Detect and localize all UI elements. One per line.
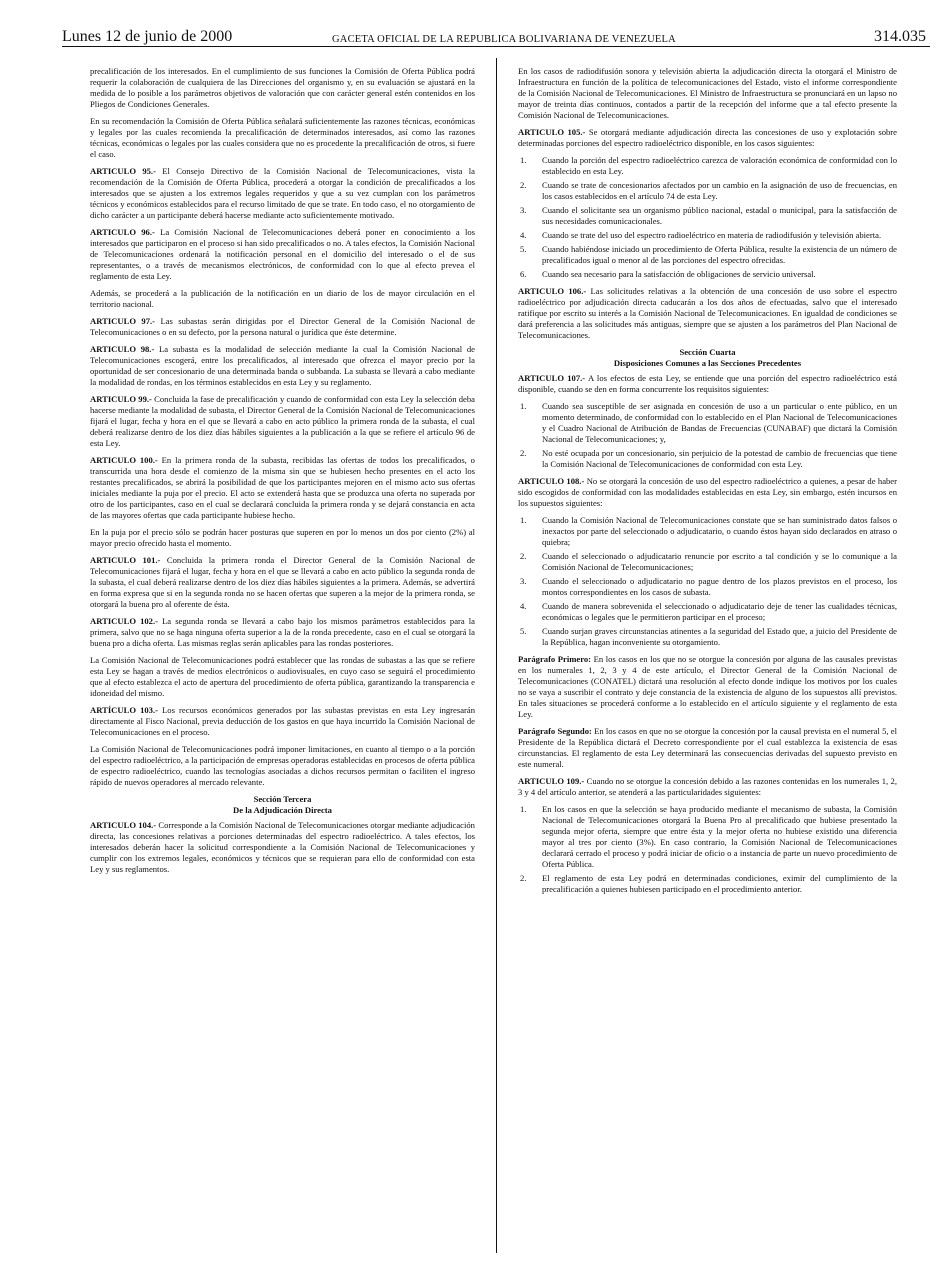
page-header	[62, 22, 926, 48]
list-item	[518, 230, 897, 241]
list-item-number: 3.	[520, 205, 527, 215]
article-heading: ARTICULO 102.-	[90, 616, 158, 626]
list-item-number: 2.	[520, 180, 527, 190]
list-item	[518, 804, 897, 870]
article-heading: ARTICULO 106.-	[518, 286, 587, 296]
list-item-number: 3.	[520, 576, 527, 586]
list-item-text: Cuando sea necesario para la satisfacción de obligaciones de servicio universal.	[542, 269, 816, 279]
article-100	[90, 455, 475, 521]
paragraph: En su recomendación la Comisión de Oferta Pública señalará suficientemente las razones técnicas, económicas y legales por las cuales recomienda la precalificación de determinados interesados, así como las razones técnicas, económicas o legales por las cuales considera que no es procedente la precalificación de otros, si fuere el caso.	[90, 116, 475, 159]
article-heading: ARTICULO 100.-	[90, 455, 158, 465]
article-107-list	[518, 401, 897, 470]
list-item-number: 1.	[520, 515, 527, 525]
paragraph: En los casos de radiodifusión sonora y televisión abierta la adjudicación directa la otorgará el Ministro de Infraestructura en función de la política de telecomunicaciones del Estado, visto el informe correspondiente de la Comisión Nacional de Telecomunicaciones. El Ministro de Infraestructura se pronunciará en un lapso no mayor de treinta días continuos, contados a partir de la recepción del informe que a tal efecto presente la Comisión Nacional de Telecomunicaciones.	[518, 66, 897, 120]
article-text: Corresponde a la Comisión Nacional de Telecomunicaciones otorgar mediante adjudicación directa, las concesiones relativas a porciones determinadas del espectro radioeléctrico. A tales efectos, los interesados deberán hacer la solicitud correspondiente a la Comisión Nacional de Telecomunicaciones y cumplir con los extremos legales, económicos y técnicos que se requieran para ello de conformidad con esta Ley y sus reglamentos.	[90, 820, 475, 874]
article-heading: ARTICULO 99.-	[90, 394, 152, 404]
list-item	[518, 269, 897, 280]
list-item-number: 1.	[520, 155, 527, 165]
article-heading: ARTICULO 104.-	[90, 820, 157, 830]
list-item	[518, 601, 897, 623]
section-subtitle: De la Adjudicación Directa	[233, 805, 332, 815]
article-text: El Consejo Directivo de la Comisión Nacional de Telecomunicaciones, vista la recomendación de la Comisión de Oferta Pública, procederá a otorgar la condición de precalificados a los interesados que se ajusten a los extremos legales requeridos y que a su vez cumplan con los parámetros técnicos y económicos establecidos para el recurso limitado de que se trate. En todo caso, el no otorgamiento de dicho carácter a un participante deberá hacerse mediante acto suficientemente motivado.	[90, 166, 476, 220]
list-item-text: Cuando sea susceptible de ser asignada en concesión de uso a un particular o ente público, en un momento determinado, de conformidad con lo establecido en el Plan Nacional de Telecomunicaciones y el Cuadro Nacional de Atribución de Bandas de Frecuencias (CUNABAF) que dictará la Comisión Nacional de Telecomunicaciones; y,	[542, 401, 897, 444]
article-text: A los efectos de esta Ley, se entiende que una porción del espectro radioeléctrico está disponible, cuando se den en forma concurrente los requisitos siguientes:	[518, 373, 897, 394]
article-106	[518, 286, 897, 341]
article-96	[90, 227, 475, 282]
article-text: En la primera ronda de la subasta, recibidas las ofertas de todos los precalificados, o transcurrida una hora desde el comienzo de la misma sin que se hubiesen hecho presentes en el acto los restantes precalificados, se abrirá la posibilidad de que los participantes mejoren en el mismo acto sus ofertas iniciales mediante la puja por el precio. El acto se extenderá hasta que se produzca una oferta no superada por otro de los participantes, caso en el cual se declarará concluida la primera ronda y se dejará constancia en acta de las mayores ofertas que cada participante hubiese hecho.	[90, 455, 475, 520]
article-heading: ARTICULO 108.-	[518, 476, 585, 486]
list-item	[518, 515, 897, 548]
paragrafo-heading: Parágrafo Segundo:	[518, 726, 592, 736]
article-text: No se otorgará la concesión de uso del espectro radioeléctrico a quienes, a pesar de haber sido escogidos de conformidad con las modalidades establecidas en esta Ley, sin embargo, estén incursos en los supuestos siguientes:	[518, 476, 897, 508]
article-109	[518, 776, 897, 798]
section-title: Sección Tercera	[253, 794, 312, 804]
list-item-text: Cuando de manera sobrevenida el seleccionado o adjudicatario deje de tener las cualidades técnicas, económicas o legales que le permitieron participar en el proceso;	[542, 601, 897, 622]
list-item-text: Cuando habiéndose iniciado un procedimiento de Oferta Pública, resulte la existencia de un número de precalificados igual o menor al de las porciones del espectro ofrecidas.	[542, 244, 897, 265]
list-item-text: Cuando la porción del espectro radioeléctrico carezca de valoración económica de conformidad con lo establecido en esta Ley.	[542, 155, 897, 176]
list-item-number: 1.	[520, 804, 527, 814]
article-101	[90, 555, 475, 610]
article-text: Concluida la fase de precalificación y cuando de conformidad con esta Ley la selección deba hacerse mediante la modalidad de subasta, el Director General de la Comisión Nacional de Telecomunicaciones fijará el lugar, fecha y hora en el que se llevará a cabo en acto público la primera ronda de la subasta, el cual deberá realizarse dentro de los diez días hábiles siguientes a la publicación a la que se refiere el artículo 96 de esta Ley.	[90, 394, 475, 448]
right-column	[518, 66, 897, 901]
list-item-text: Cuando se trate de concesionarios afectados por un cambio en la asignación de uso de frecuencias, en los casos establecidos en el artículo 74 de esta Ley.	[542, 180, 897, 201]
article-text: Cuando no se otorgue la concesión debido a las razones contenidas en los numerales 1, 2, 3 y 4 del artículo anterior, se atenderá a las particularidades siguientes:	[518, 776, 897, 797]
paragrafo-primero	[518, 654, 897, 720]
article-107	[518, 373, 897, 395]
list-item-number: 1.	[520, 401, 527, 411]
list-item-text: Cuando el seleccionado o adjudicatario no pague dentro de los plazos previstos en el proceso, los montos correspondientes en los casos de subasta.	[542, 576, 897, 597]
list-item-text: Cuando el seleccionado o adjudicatario renuncie por escrito a tal condición y se lo comunique a la Comisión Nacional de Telecomunicaciones;	[542, 551, 897, 572]
article-103	[90, 705, 475, 738]
article-heading: ARTICULO 101.-	[90, 555, 161, 565]
column-divider	[496, 58, 497, 1253]
paragraph: precalificación de los interesados. En el cumplimiento de sus funciones la Comisión de Oferta Pública podrá requerir la colaboración de cualquiera de las Direcciones del organismo y, en su evaluación se ajustará en la medida de lo posible a los parámetros objetivos de valoración que con carácter general estén contenidos en los Pliegos de Condiciones Generales.	[90, 66, 475, 109]
paragrafo-text: En los casos en que no se otorgue la concesión por la causal prevista en el numeral 5, el Presidente de la República dictará el Decreto correspondiente por el cual establezca la existencia de esas circunstancias. El reglamento de esta Ley determinará las consecuencias derivadas del supuesto previsto en este numeral.	[518, 726, 897, 769]
list-item-number: 5.	[520, 244, 527, 254]
list-item-text: Cuando surjan graves circunstancias atinentes a la seguridad del Estado que, a juicio del Presidente de la República, hagan inconveniente su otorgamiento.	[542, 626, 897, 647]
article-heading: ARTICULO 96.-	[90, 227, 155, 237]
list-item	[518, 551, 897, 573]
list-item	[518, 180, 897, 202]
article-text: Los recursos económicos generados por las subastas previstas en esta Ley ingresarán directamente al Fisco Nacional, previa deducción de los gastos en que haya incurrido la Comisión Nacional de Telecomunicaciones en el proceso.	[90, 705, 475, 737]
paragraph: Además, se procederá a la publicación de la notificación en un diario de los de mayor circulación en el territorio nacional.	[90, 288, 475, 309]
list-item-number: 4.	[520, 601, 527, 611]
article-99	[90, 394, 475, 449]
list-item	[518, 873, 897, 895]
list-item-text: En los casos en que la selección se haya producido mediante el mecanismo de subasta, la Comisión Nacional de Telecomunicaciones otorgará la Buena Pro al precalificado que hubiese presentado la segunda mejor oferta, siempre que entre ésta y la mejor oferta no hubiese existido una diferencia mayor al tres por ciento (3%). En caso contrario, la Comisión Nacional de Telecomunicaciones declarará cerrado el proceso y podrá iniciar de oficio o a instancia de parte un nuevo procedimiento de Oferta Pública.	[542, 804, 897, 869]
list-item	[518, 205, 897, 227]
article-102	[90, 616, 475, 649]
paragraph: La Comisión Nacional de Telecomunicaciones podrá imponer limitaciones, en cuanto al tiempo o a la porción del espectro radioeléctrico, a la participación de empresas operadoras establecidas en procesos de oferta pública de espectro radioeléctrico, cuando las tecnologías asociadas a dichos recursos permitan o faciliten el ingreso rápido de nuevos operadores al mercado relevante.	[90, 744, 475, 787]
article-108	[518, 476, 897, 509]
list-item-number: 2.	[520, 873, 527, 883]
gazette-title: GACETA OFICIAL DE LA REPUBLICA BOLIVARIANA DE VENEZUELA	[332, 34, 676, 45]
article-text: Concluida la primera ronda el Director General de la Comisión Nacional de Telecomunicaciones fijará el lugar, fecha y hora en el que se llevará a cabo en acto público la segunda ronda de la subasta, el cual deberá realizarse dentro de los diez días hábiles siguientes a la primera. Además, se advertirá en forma expresa que si en la segunda ronda no se hacen ofertas que superen a la mejor de la primera ronda, se otorgará la buena pro al oferente de ésta.	[90, 555, 475, 609]
article-heading: ARTICULO 107.-	[518, 373, 586, 383]
article-heading: ARTICULO 105.-	[518, 127, 586, 137]
article-heading: ARTÍCULO 103.-	[90, 705, 158, 715]
list-item-number: 6.	[520, 269, 527, 279]
list-item-text: El reglamento de esta Ley podrá en determinadas condiciones, eximir del cumplimiento de la precalificación a quienes hubiesen participado en el procedimiento anterior.	[542, 873, 897, 894]
article-text: Se otorgará mediante adjudicación directa las concesiones de uso y explotación sobre determinadas porciones del espectro radioeléctrico disponible, en los casos siguientes:	[518, 127, 897, 148]
article-98	[90, 344, 475, 388]
list-item-number: 2.	[520, 551, 527, 561]
left-column	[90, 66, 475, 881]
list-item	[518, 576, 897, 598]
list-item	[518, 244, 897, 266]
article-105	[518, 127, 897, 149]
paragrafo-heading: Parágrafo Primero:	[518, 654, 592, 664]
paragrafo-text: En los casos en los que no se otorgue la concesión por alguna de las causales previstas en los numerales 1, 2, 3 y 4 de este artículo, el Director General de la Comisión Nacional de Telecomunicaciones (CONATEL) dictará una resolución al efecto donde indique los motivos por los cuales no se vaya a suscribir el contrato y deje constancia de la existencia de alguno de los supuestos allí previstos. En tales situaciones se procederá conforme a lo establecido en el artículo siguiente y el reglamento de esta Ley.	[518, 654, 897, 719]
list-item	[518, 448, 897, 470]
header-date: Lunes 12 de junio de 2000	[62, 28, 233, 45]
section-heading	[90, 794, 475, 816]
article-text: La subasta es la modalidad de selección mediante la cual la Comisión Nacional de Telecomunicaciones escogerá, entre los precalificados, al interesado que ofrezca el mayor precio por la oportunidad de ser concesionario de una determinada banda o subbanda. La subasta se llevará a cabo mediante la modalidad de rondas, en los términos establecidos en esta Ley y su reglamento.	[90, 344, 475, 387]
article-105-list	[518, 155, 897, 280]
article-heading: ARTICULO 97.-	[90, 316, 156, 326]
article-heading: ARTICULO 98.-	[90, 344, 155, 354]
paragraph: En la puja por el precio sólo se podrán hacer posturas que superen en por lo menos un dos por ciento (2%) al mayor precio ofrecido hasta el momento.	[90, 527, 475, 548]
section-heading	[518, 347, 897, 369]
list-item-number: 5.	[520, 626, 527, 636]
article-95	[90, 166, 475, 221]
list-item	[518, 626, 897, 648]
article-text: La segunda ronda se llevará a cabo bajo los mismos parámetros establecidos para la primera, salvo que no se haga ninguna oferta superior a la de la ronda precedente, caso en el cual se otorgará la buena pro a dicha oferta. Las mismas reglas serán aplicables para las rondas posteriores.	[90, 616, 475, 648]
list-item	[518, 401, 897, 445]
list-item-number: 4.	[520, 230, 527, 240]
article-text: Las solicitudes relativas a la obtención de una concesión de uso sobre el espectro radioeléctrico por adjudicación directa caducarán a los dos años de efectuadas, salvo que el interesado ratifique por escrito su interés a la Comisión Nacional de Telecomunicaciones. En igualdad de condiciones se dará preferencia a las solicitudes más antiguas, siempre que se ajusten a los parámetros del Plan Nacional de Telecomunicaciones.	[518, 286, 897, 340]
article-97	[90, 316, 475, 338]
paragraph: La Comisión Nacional de Telecomunicaciones podrá establecer que las rondas de subastas a las que se refiere esta Ley se hagan a través de medios electrónicos o audiovisuales, en cuyo caso se seguirá el procedimiento que al efecto establezca el acto de apertura del procedimiento de oferta pública, garantizando la transparencia e idoneidad del mismo.	[90, 655, 475, 698]
list-item-number: 2.	[520, 448, 527, 458]
article-104	[90, 820, 475, 875]
article-109-list	[518, 804, 897, 895]
section-title: Sección Cuarta	[679, 347, 736, 357]
article-108-list	[518, 515, 897, 648]
paragrafo-segundo	[518, 726, 897, 770]
section-subtitle: Disposiciones Comunes a las Secciones Precedentes	[613, 358, 802, 368]
article-text: La Comisión Nacional de Telecomunicaciones deberá poner en conocimiento a los interesados que participaron en el proceso si han sido precalificados o no. A tales efectos, la Comisión Nacional de Telecomunicaciones ordenará la notificación personal en el domicilio del interesado o el de sus representantes, o a través de mecanismos electrónicos, de conformidad con lo que al efecto prevea el reglamento de esta Ley.	[90, 227, 475, 281]
list-item	[518, 155, 897, 177]
article-heading: ARTICULO 95.-	[90, 166, 156, 176]
header-rule	[62, 46, 930, 47]
list-item-text: Cuando se trate del uso del espectro radioeléctrico en materia de radiodifusión y televisión abierta.	[542, 230, 882, 240]
article-heading: ARTICULO 109.-	[518, 776, 585, 786]
list-item-text: No esté ocupada por un concesionario, sin perjuicio de la potestad de cambio de frecuencias que tiene la Comisión Nacional de Telecomunicaciones de conformidad con esta Ley.	[542, 448, 897, 469]
page-number: 314.035	[874, 28, 926, 45]
article-text: Las subastas serán dirigidas por el Director General de la Comisión Nacional de Telecomunicaciones o en su defecto, por la persona natural o jurídica que éste determine.	[90, 316, 475, 337]
list-item-text: Cuando la Comisión Nacional de Telecomunicaciones constate que se han suministrado datos falsos o inexactos por parte del seleccionado o adjudicatario, o cuando éstos hayan sido declarados en atraso o quiebra;	[542, 515, 897, 547]
list-item-text: Cuando el solicitante sea un organismo público nacional, estadal o municipal, para la satisfacción de sus necesidades comunicacionales.	[542, 205, 897, 226]
